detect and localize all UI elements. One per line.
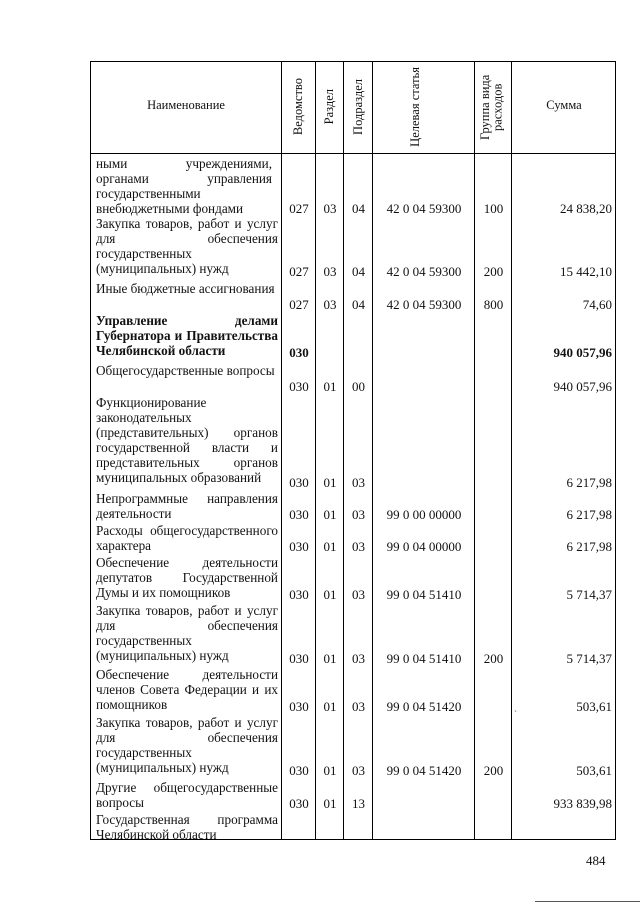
cell-summa: 6 217,98 (566, 539, 612, 554)
cell-celevaya-statya: 99 0 04 51420 (386, 763, 462, 778)
header-divider (91, 153, 615, 154)
cell-celevaya-statya: 42 0 04 59300 (386, 264, 462, 279)
header-vedomstvo: Ведомство (291, 78, 306, 136)
cell-celevaya-statya: 99 0 00 00000 (386, 507, 462, 522)
cell-razdel: 01 (323, 379, 337, 394)
column-divider (315, 62, 316, 839)
cell-podrazdel: 04 (352, 201, 365, 216)
cell-vedomstvo: 030 (289, 475, 309, 490)
row-name: Другие общегосударственные вопросы (96, 780, 278, 810)
column-divider (372, 62, 373, 839)
cell-summa: 933 839,98 (553, 796, 612, 811)
cell-razdel: 01 (323, 651, 337, 666)
cell-podrazdel: 04 (352, 297, 365, 312)
cell-podrazdel: 03 (352, 763, 365, 778)
cell-summa: 5 714,37 (566, 651, 612, 666)
cell-podrazdel: 13 (352, 796, 365, 811)
column-divider (281, 62, 282, 839)
cell-podrazdel: 04 (352, 264, 365, 279)
cell-celevaya-statya: 99 0 04 00000 (386, 539, 462, 554)
cell-razdel: 01 (323, 699, 337, 714)
row-name: Иные бюджетные ассигнования (96, 281, 275, 296)
footer-rule (535, 901, 640, 902)
cell-vedomstvo: 030 (289, 507, 309, 522)
cell-summa: 6 217,98 (566, 507, 612, 522)
cell-razdel: 01 (323, 763, 337, 778)
header-summa: Сумма (546, 98, 582, 112)
row-name: Управление делами Губернатора и Правительства Челябинской области (96, 313, 278, 358)
cell-summa: 6 217,98 (566, 475, 612, 490)
cell-razdel: 03 (323, 297, 337, 312)
column-divider (511, 62, 512, 839)
column-divider (474, 62, 475, 839)
budget-table (90, 61, 616, 840)
row-name: Общегосударственные вопросы (96, 363, 275, 378)
cell-celevaya-statya: 42 0 04 59300 (386, 297, 462, 312)
cell-celevaya-statya: 42 0 04 59300 (386, 201, 462, 216)
cell-celevaya-statya: 99 0 04 51420 (386, 699, 462, 714)
row-name: Функционирование законодательных (представительных) органов государственной власти и представительных органов муниципальных образований (96, 395, 278, 485)
header-gruppa-vida: Группа вида расходов (478, 74, 505, 140)
cell-vedomstvo: 030 (289, 763, 309, 778)
cell-podrazdel: 03 (352, 651, 365, 666)
cell-vedomstvo: 030 (289, 796, 309, 811)
cell-razdel: 03 (323, 201, 337, 216)
row-name: Обеспечение деятельности депутатов Государственной Думы и их помощников (96, 555, 278, 600)
cell-vedomstvo: 030 (289, 379, 309, 394)
cell-podrazdel: 00 (352, 379, 365, 394)
cell-vedomstvo: 030 (289, 345, 309, 360)
cell-summa: 24 838,20 (560, 201, 612, 216)
row-name: Непрограммные направления деятельности (96, 491, 278, 521)
scan-mark: ˎ (514, 702, 517, 712)
cell-summa: 940 057,96 (553, 379, 612, 394)
cell-celevaya-statya: 99 0 04 51410 (386, 651, 462, 666)
cell-vedomstvo: 030 (289, 539, 309, 554)
cell-summa: 503,61 (576, 699, 612, 714)
cell-vedomstvo: 027 (289, 264, 309, 279)
cell-podrazdel: 03 (352, 587, 365, 602)
row-name: Государственная программа Челябинской области (96, 812, 278, 842)
cell-razdel: 01 (323, 507, 337, 522)
cell-vedomstvo: 027 (289, 297, 309, 312)
cell-gruppa-vida: 200 (483, 763, 504, 778)
cell-gruppa-vida: 800 (483, 297, 504, 312)
cell-podrazdel: 03 (352, 539, 365, 554)
cell-razdel: 01 (323, 587, 337, 602)
cell-podrazdel: 03 (352, 507, 365, 522)
cell-vedomstvo: 030 (289, 587, 309, 602)
cell-razdel: 01 (323, 539, 337, 554)
cell-summa: 15 442,10 (560, 264, 612, 279)
cell-celevaya-statya: 99 0 04 51410 (386, 587, 462, 602)
page-number: 484 (586, 853, 606, 868)
cell-vedomstvo: 030 (289, 651, 309, 666)
cell-podrazdel: 03 (352, 475, 365, 490)
header-celevaya-statya: Целевая статья (407, 67, 422, 147)
row-name: Закупка товаров, работ и услуг для обеспечения государственных (муниципальных) нужд (96, 715, 278, 775)
cell-podrazdel: 03 (352, 699, 365, 714)
cell-summa: 74,60 (582, 297, 612, 312)
cell-summa: 5 714,37 (566, 587, 612, 602)
cell-vedomstvo: 027 (289, 201, 309, 216)
cell-vedomstvo: 030 (289, 699, 309, 714)
cell-razdel: 03 (323, 264, 337, 279)
row-name: Закупка товаров, работ и услуг для обеспечения государственных (муниципальных) нужд (96, 216, 278, 276)
cell-gruppa-vida: 200 (483, 651, 504, 666)
cell-summa: 940 057,96 (553, 345, 612, 360)
row-name: ными учреждениями, органами управления государственными внебюджетными фондами (96, 156, 272, 216)
header-razdel: Раздел (322, 89, 337, 125)
cell-gruppa-vida: 100 (483, 201, 504, 216)
cell-summa: 503,61 (576, 763, 612, 778)
header-podrazdel: Подраздел (350, 79, 365, 135)
row-name: Обеспечение деятельности членов Совета Федерации и их помощников (96, 667, 278, 712)
row-name: Закупка товаров, работ и услуг для обеспечения государственных (муниципальных) нужд (96, 603, 278, 663)
cell-razdel: 01 (323, 796, 337, 811)
cell-gruppa-vida: 200 (483, 264, 504, 279)
row-name: Расходы общегосударственного характера (96, 523, 278, 553)
cell-razdel: 01 (323, 475, 337, 490)
column-divider (343, 62, 344, 839)
header-name: Наименование (147, 98, 225, 112)
